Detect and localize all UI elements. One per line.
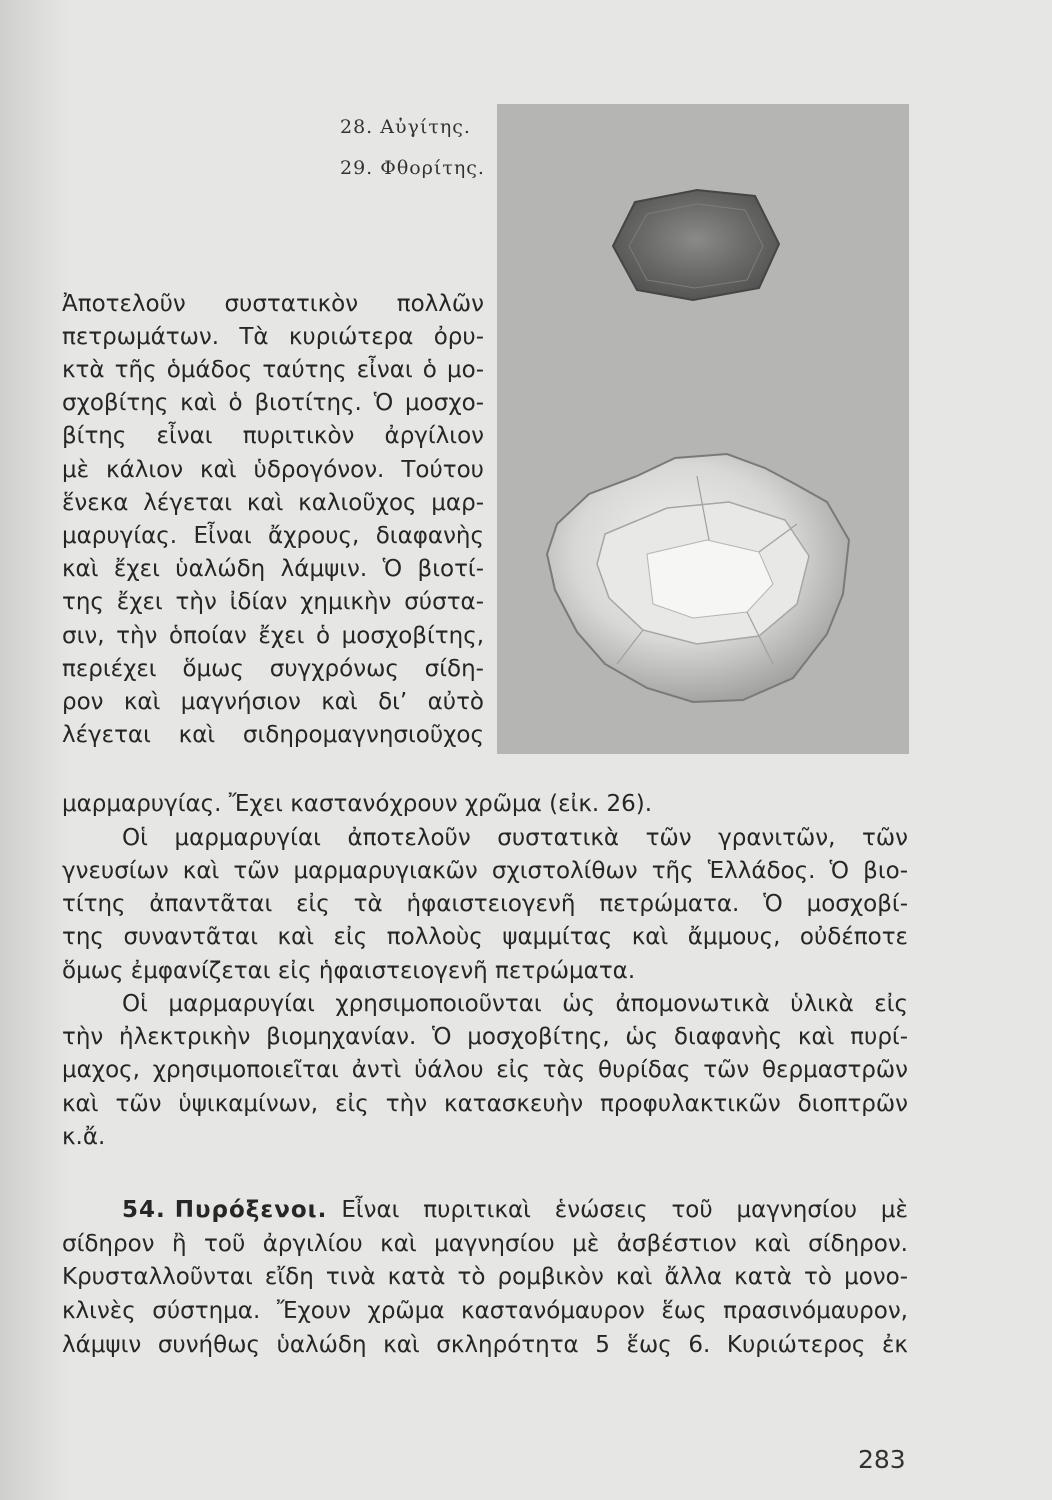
text-line: μὲ κάλιον καὶ ὑδρογόνον. Τούτου [62,457,484,483]
text-line: μαρυγίας. Εἶναι ἄχρους, διαφανὴς [62,523,484,549]
text-line: σίδηρον ἢ τοῦ ἀργιλίου καὶ μαγνησίου μὲ ἀσβέστιον καὶ σίδηρον. [62,1231,908,1257]
section-first-line [62,1196,908,1224]
paragraph-start: Οἱ μαρμαρυγίαι χρησιμοποιοῦνται ὡς ἀπομονωτικὰ ὑλικὰ εἰς [122,991,908,1017]
text-line: καὶ ἔχει ὑαλώδη λάμψιν. Ὁ βιοτί- [62,556,484,582]
page-number: 283 [858,1445,906,1474]
text-line: Κρυσταλλοῦνται εἴδη τινὰ κατὰ τὸ ρομβικὸν καὶ ἄλλα κατὰ τὸ μονο- [62,1264,908,1290]
text-line: μαχος, χρησιμοποιεῖται ἀντὶ ὑάλου εἰς τὰς θυρίδας τῶν θερμαστρῶν [62,1057,908,1083]
text-line: της ἔχει τὴν ἰδίαν χημικὴν σύστα- [62,589,484,615]
section-first-text: Εἶναι πυριτικαὶ ἑνώσεις τοῦ μαγνησίου μὲ [341,1197,908,1223]
text-line: σχοβίτης καὶ ὁ βιοτίτης. Ὁ μοσχο- [62,390,484,416]
section-heading: 54. Πυρόξενοι. [122,1197,328,1223]
text-line: γνευσίων καὶ τῶν μαρμαρυγιακῶν σχιστολίθων τῆς Ἑλλάδος. Ὁ βιο- [62,858,908,884]
text-line: Ἀποτελοῦν συστατικὸν πολλῶν [62,291,484,317]
figure-caption-28: 28. Αὐγίτης. [340,116,471,138]
text-line: περιέχει ὅμως συγχρόνως σίδη- [62,656,484,682]
text-line: ρον καὶ μαγνήσιον καὶ δι’ αὐτὸ [62,689,484,715]
text-line: ὅμως ἐμφανίζεται εἰς ἡφαιστειογενῆ πετρώματα. [62,958,636,984]
text-line: λάμψιν συνήθως ὑαλώδη καὶ σκληρότητα 5 ἕως 6. Κυριώτερος ἐκ [62,1332,908,1358]
text-line: τὴν ἠλεκτρικὴν βιομηχανίαν. Ὁ μοσχοβίτης, ὡς διαφανὴς καὶ πυρί- [62,1024,908,1050]
paragraph-start: Οἱ μαρμαρυγίαι ἀποτελοῦν συστατικὰ τῶν γρανιτῶν, τῶν [122,825,908,851]
text-line: καὶ τῶν ὑψικαμίνων, εἰς τὴν κατασκευὴν προφυλακτικῶν διοπτρῶν [62,1091,908,1117]
page-gutter-shadow [0,0,70,1500]
text-line: της συναντᾶται καὶ εἰς πολλοὺς ψαμμίτας καὶ ἄμμους, οὐδέποτε [62,924,908,950]
augite-crystal [613,190,779,300]
text-line: κτὰ τῆς ὁμάδος ταύτης εἶναι ὁ μο- [62,357,484,383]
text-line: λέγεται καὶ σιδηρομαγνησιοῦχος [62,722,484,748]
mineral-photo [497,104,909,754]
text-line: κλινὲς σύστημα. Ἔχουν χρῶμα καστανόμαυρον ἕως πρασινόμαυρον, [62,1298,908,1324]
fluorite-crystal [547,454,849,702]
text-line: πετρωμάτων. Τὰ κυριώτερα ὀρυ- [62,324,484,350]
text-line: βίτης εἶναι πυριτικὸν ἀργίλιον [62,423,484,449]
text-line: κ.ἄ. [62,1124,106,1150]
figure-caption-29: 29. Φθορίτης. [340,157,485,179]
text-line: τίτης ἀπαντᾶται εἰς τὰ ἡφαιστειογενῆ πετρώματα. Ὁ μοσχοβί- [62,891,908,917]
text-line: ἕνεκα λέγεται καὶ καλιοῦχος μαρ- [62,490,484,516]
text-line: μαρμαρυγίας. Ἔχει καστανόχρουν χρῶμα (εἰκ. 26). [62,791,653,817]
text-line: σιν, τὴν ὁποίαν ἔχει ὁ μοσχοβίτης, [62,623,484,649]
